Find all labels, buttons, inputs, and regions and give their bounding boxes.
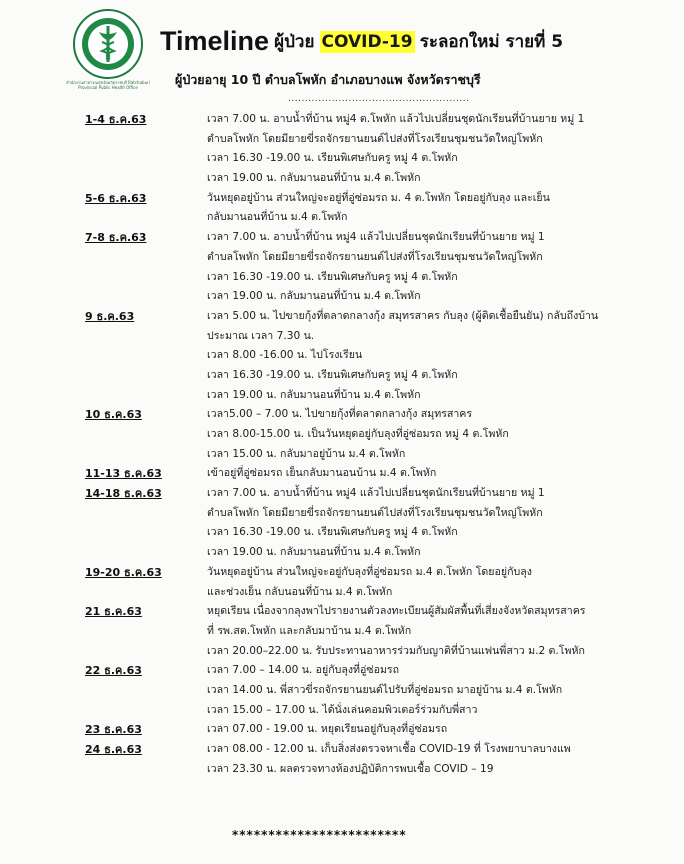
timeline-list <box>0 110 684 779</box>
entry-line: เวลา 5.00 น. ไปขายกุ้งที่ตลาดกลางกุ้ง สมุทรสาคร กับลุง (ผู้ติดเชื้อยืนยัน) กลับถึงบ้าน <box>207 309 599 322</box>
entry-line: เข้าอยู่ที่อู่ซ่อมรถ เย็นกลับมานอนบ้าน ม.4 ต.โพหัก <box>207 467 437 480</box>
entry-date: 5-6 ธ.ค.63 <box>85 191 147 205</box>
entry-line: และช่วงเย็น กลับนอนที่บ้าน ม.4 ต.โพหัก <box>207 585 393 598</box>
entry-line: ตำบลโพหัก โดยมียายขี่รถจักรยานยนต์ไปส่งที่โรงเรียนชุมชนวัดใหญ่โพหัก <box>207 506 543 519</box>
title-highlight: COVID-19 <box>321 31 413 52</box>
entry-lines <box>207 228 684 307</box>
timeline-entry <box>0 720 684 740</box>
entry-line: เวลา 16.30 -19.00 น. เรียนพิเศษกับครู หมู่ 4 ต.โพหัก <box>207 526 458 539</box>
entry-line: วันหยุดอยู่บ้าน ส่วนใหญ่จะอยู่ที่อู่ซ่อมรถ ม. 4 ต.โพหัก โดยอยู่กับลุง และเย็น <box>207 191 550 204</box>
entry-line: เวลา 20.00–22.00 น. รับประทานอาหารร่วมกับญาติที่บ้านแฟนพี่สาว ม.2 ต.โพหัก <box>207 644 585 657</box>
entry-lines <box>207 307 684 405</box>
entry-line: ตำบลโพหัก โดยมียายขี่รถจักรยานยนต์ไปส่งที่โรงเรียนชุมชนวัดใหญ่โพหัก <box>207 132 543 145</box>
dotted-divider: ...................................................... <box>288 94 470 104</box>
entry-lines <box>207 464 684 484</box>
entry-date: 23 ธ.ค.63 <box>85 723 142 737</box>
entry-line: ที่ รพ.สต.โพหัก และกลับมาบ้าน ม.4 ต.โพหัก <box>207 624 412 637</box>
timeline-entry <box>0 464 684 484</box>
timeline-entry <box>0 661 684 720</box>
entry-line: เวลา 15.00 น. กลับมาอยู่บ้าน ม.4 ต.โพหัก <box>207 447 406 460</box>
timeline-entry <box>0 484 684 563</box>
timeline-entry <box>0 228 684 307</box>
logo-caption: สำนักงานสาธารณสุขจังหวัดราชบุรี Ratchaburi Provincial Public Health Office <box>66 80 150 90</box>
health-office-emblem-icon <box>72 8 144 80</box>
entry-date: 14-18 ธ.ค.63 <box>85 487 162 501</box>
timeline-entry <box>0 189 684 228</box>
entry-line: เวลา 8.00 -16.00 น. ไปโรงเรียน <box>207 349 363 362</box>
entry-date: 19-20 ธ.ค.63 <box>85 565 162 579</box>
entry-line: เวลา 19.00 น. กลับมานอนที่บ้าน ม.4 ต.โพหัก <box>207 546 421 559</box>
entry-line: เวลา 7.00 – 14.00 น. อยู่กับลุงที่อู่ซ่อมรถ <box>207 664 400 677</box>
timeline-entry <box>0 602 684 661</box>
timeline-entry <box>0 563 684 602</box>
entry-lines <box>207 405 684 464</box>
entry-line: เวลา 16.30 -19.00 น. เรียนพิเศษกับครู หมู่ 4 ต.โพหัก <box>207 270 458 283</box>
entry-date: 9 ธ.ค.63 <box>85 309 135 323</box>
page-title <box>160 26 563 57</box>
entry-line: เวลา 7.00 น. อาบน้ำที่บ้าน หมู่4 แล้วไปเปลี่ยนชุดนักเรียนที่บ้านยาย หมู่ 1 <box>207 487 545 500</box>
entry-line: เวลา 14.00 น. พี่สาวขี่รถจักรยานยนต์ไปรับที่อู่ซ่อมรถ มาอยู่บ้าน ม.4 ต.โพหัก <box>207 683 563 696</box>
entry-date: 10 ธ.ค.63 <box>85 408 142 422</box>
entry-lines <box>207 563 684 602</box>
entry-line: ประมาณ เวลา 7.30 น. <box>207 329 315 342</box>
entry-line: เวลา 7.00 น. อาบน้ำที่บ้าน หมู่4 ต.โพหัก แล้วไปเปลี่ยนชุดนักเรียนที่บ้านยาย หมู่ 1 <box>207 113 585 125</box>
entry-line: เวลา 23.30 น. ผลตรวจทางห้องปฏิบัติการพบเชื้อ COVID – 19 <box>207 762 494 775</box>
entry-line: เวลา 19.00 น. กลับมานอนที่บ้าน ม.4 ต.โพหัก <box>207 172 421 185</box>
title-thai-suffix: ระลอกใหม่ รายที่ 5 <box>419 32 564 52</box>
title-thai-prefix: ผู้ป่วย <box>274 32 315 52</box>
entry-lines <box>207 484 684 563</box>
entry-lines <box>207 189 684 228</box>
entry-date: 22 ธ.ค.63 <box>85 664 142 678</box>
entry-date: 21 ธ.ค.63 <box>85 605 142 619</box>
entry-lines <box>207 740 684 779</box>
entry-lines <box>207 661 684 720</box>
entry-date: 11-13 ธ.ค.63 <box>85 467 162 481</box>
entry-line: เวลา 15.00 – 17.00 น. ได้นั่งเล่นคอมพิวเตอร์ร่วมกับพี่สาว <box>207 703 478 716</box>
entry-line: กลับมานอนที่บ้าน ม.4 ต.โพหัก <box>207 211 348 224</box>
title-english: Timeline <box>160 26 270 56</box>
patient-info: ผู้ป่วยอายุ 10 ปี ตำบลโพหัก อำเภอบางแพ จังหวัดราชบุรี <box>175 72 481 87</box>
timeline-entry <box>0 405 684 464</box>
entry-line: วันหยุดอยู่บ้าน ส่วนใหญ่จะอยู่กับลุงที่อู่ซ่อมรถ ม.4 ต.โพหัก โดยอยู่กับลุง <box>207 565 532 578</box>
entry-lines <box>207 602 684 661</box>
entry-line: เวลา 16.30 -19.00 น. เรียนพิเศษกับครู หมู่ 4 ต.โพหัก <box>207 368 458 381</box>
entry-line: เวลา5.00 – 7.00 น. ไปขายกุ้งที่ตลาดกลางกุ้ง สมุทรสาคร <box>207 408 473 421</box>
timeline-entry <box>0 110 684 189</box>
entry-line: เวลา 08.00 - 12.00 น. เก็บสิ่งส่งตรวจหาเชื้อ COVID-19 ที่ โรงพยาบาลบางแพ <box>207 743 571 755</box>
entry-line: เวลา 19.00 น. กลับมานอนที่บ้าน ม.4 ต.โพหัก <box>207 290 421 303</box>
entry-line: เวลา 16.30 -19.00 น. เรียนพิเศษกับครู หมู่ 4 ต.โพหัก <box>207 152 458 165</box>
entry-line: เวลา 7.00 น. อาบน้ำที่บ้าน หมู่4 แล้วไปเปลี่ยนชุดนักเรียนที่บ้านยาย หมู่ 1 <box>207 231 545 244</box>
entry-date: 7-8 ธ.ค.63 <box>85 231 147 245</box>
timeline-entry <box>0 307 684 405</box>
entry-date: 1-4 ธ.ค.63 <box>85 113 147 126</box>
entry-lines <box>207 110 684 189</box>
entry-line: เวลา 8.00-15.00 น. เป็นวันหยุดอยู่กับลุงที่อู่ซ่อมรถ หมู่ 4 ต.โพหัก <box>207 428 509 440</box>
entry-line: ตำบลโพหัก โดยมียายขี่รถจักรยานยนต์ไปส่งที่โรงเรียนชุมชนวัดใหญ่โพหัก <box>207 250 543 263</box>
entry-lines <box>207 720 684 740</box>
footer-stars: ************************ <box>232 828 407 842</box>
timeline-entry <box>0 740 684 779</box>
entry-line: เวลา 19.00 น. กลับมานอนที่บ้าน ม.4 ต.โพหัก <box>207 388 421 401</box>
entry-date: 24 ธ.ค.63 <box>85 743 142 756</box>
entry-line: เวลา 07.00 - 19.00 น. หยุดเรียนอยู่กับลุงที่อู่ซ่อมรถ <box>207 723 448 736</box>
entry-line: หยุดเรียน เนื่องจากลุงพาไปรายงานตัวลงทะเบียนผู้สัมผัสพื้นที่เสี่ยงจังหวัดสมุทรสาคร <box>207 605 586 618</box>
